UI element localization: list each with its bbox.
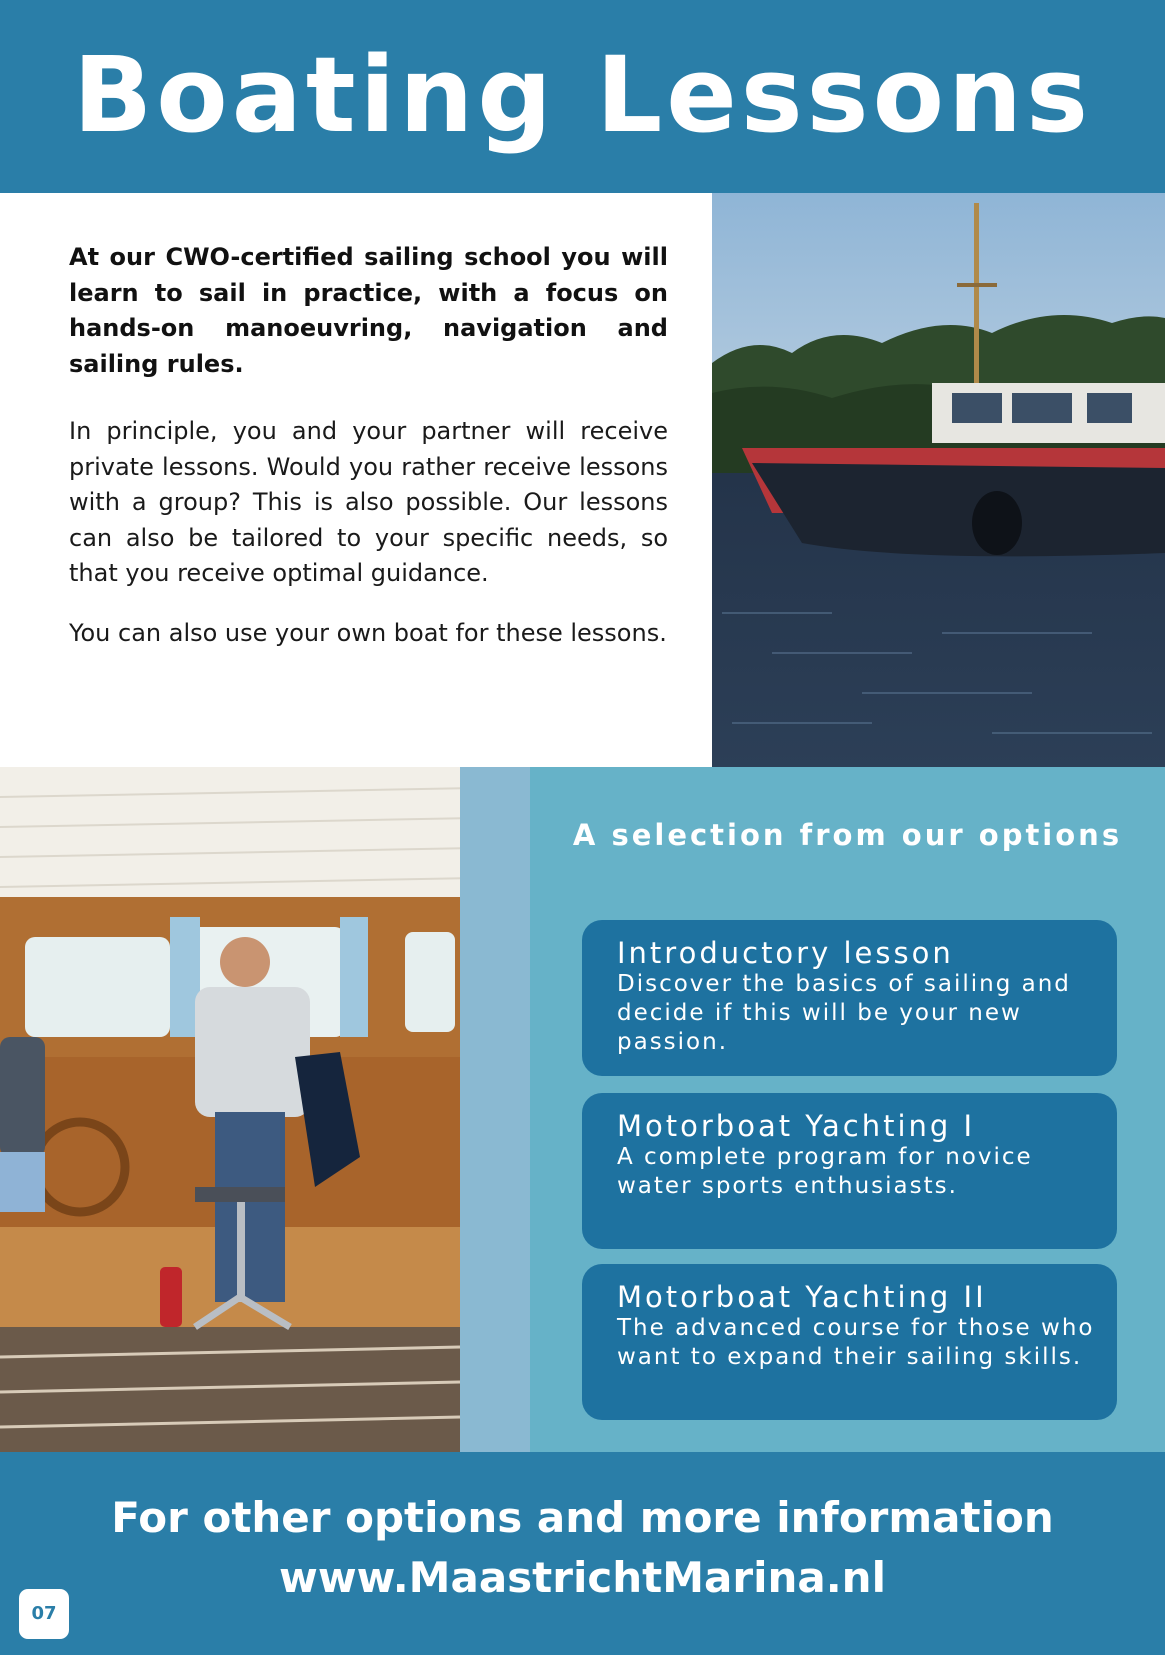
motorboat-illustration xyxy=(712,193,1165,767)
footer-info-text: For other options and more information xyxy=(111,1493,1054,1542)
option-card-motorboat-yachting-2 xyxy=(582,1264,1117,1420)
intro-body-2: You can also use your own boat for these lessons. xyxy=(69,618,667,647)
options-title: A selection from our options xyxy=(572,818,1123,852)
cabin-illustration xyxy=(0,767,530,1452)
option-card-description: The advanced course for those who want to expand their sailing skills. xyxy=(617,1315,1095,1370)
page-number: 07 xyxy=(19,1589,69,1639)
option-card-description: Discover the basics of sailing and decide if this will be your new passion. xyxy=(617,971,1071,1055)
option-card-motorboat-yachting-1 xyxy=(582,1093,1117,1249)
option-card-title: Motorboat Yachting I xyxy=(617,1109,976,1143)
boat-cabin-photo xyxy=(0,767,530,1452)
option-card-title: Motorboat Yachting II xyxy=(617,1280,987,1314)
page-title: Boating Lessons xyxy=(73,34,1092,156)
intro-body-1: In principle, you and your partner will receive private lessons. Would you rather receive lessons with a group? This is also possible. Our lessons can also be tailored to your specific needs, so that you receive optimal guidance. xyxy=(69,417,668,587)
option-card-introductory-lesson xyxy=(582,920,1117,1076)
intro-text xyxy=(69,240,668,681)
option-card-title: Introductory lesson xyxy=(617,936,954,970)
intro-lead: At our CWO-certified sailing school you will learn to sail in practice, with a focus on hands-on manoeuvring, navigation and sailing rules. xyxy=(69,243,668,378)
header-banner xyxy=(0,0,1165,193)
website-link[interactable]: www.MaastrichtMarina.nl xyxy=(279,1553,886,1602)
options-panel xyxy=(530,767,1165,1452)
option-card-description: A complete program for novice water sports enthusiasts. xyxy=(617,1144,1033,1199)
motorboat-photo xyxy=(712,193,1165,767)
footer-banner xyxy=(0,1452,1165,1655)
